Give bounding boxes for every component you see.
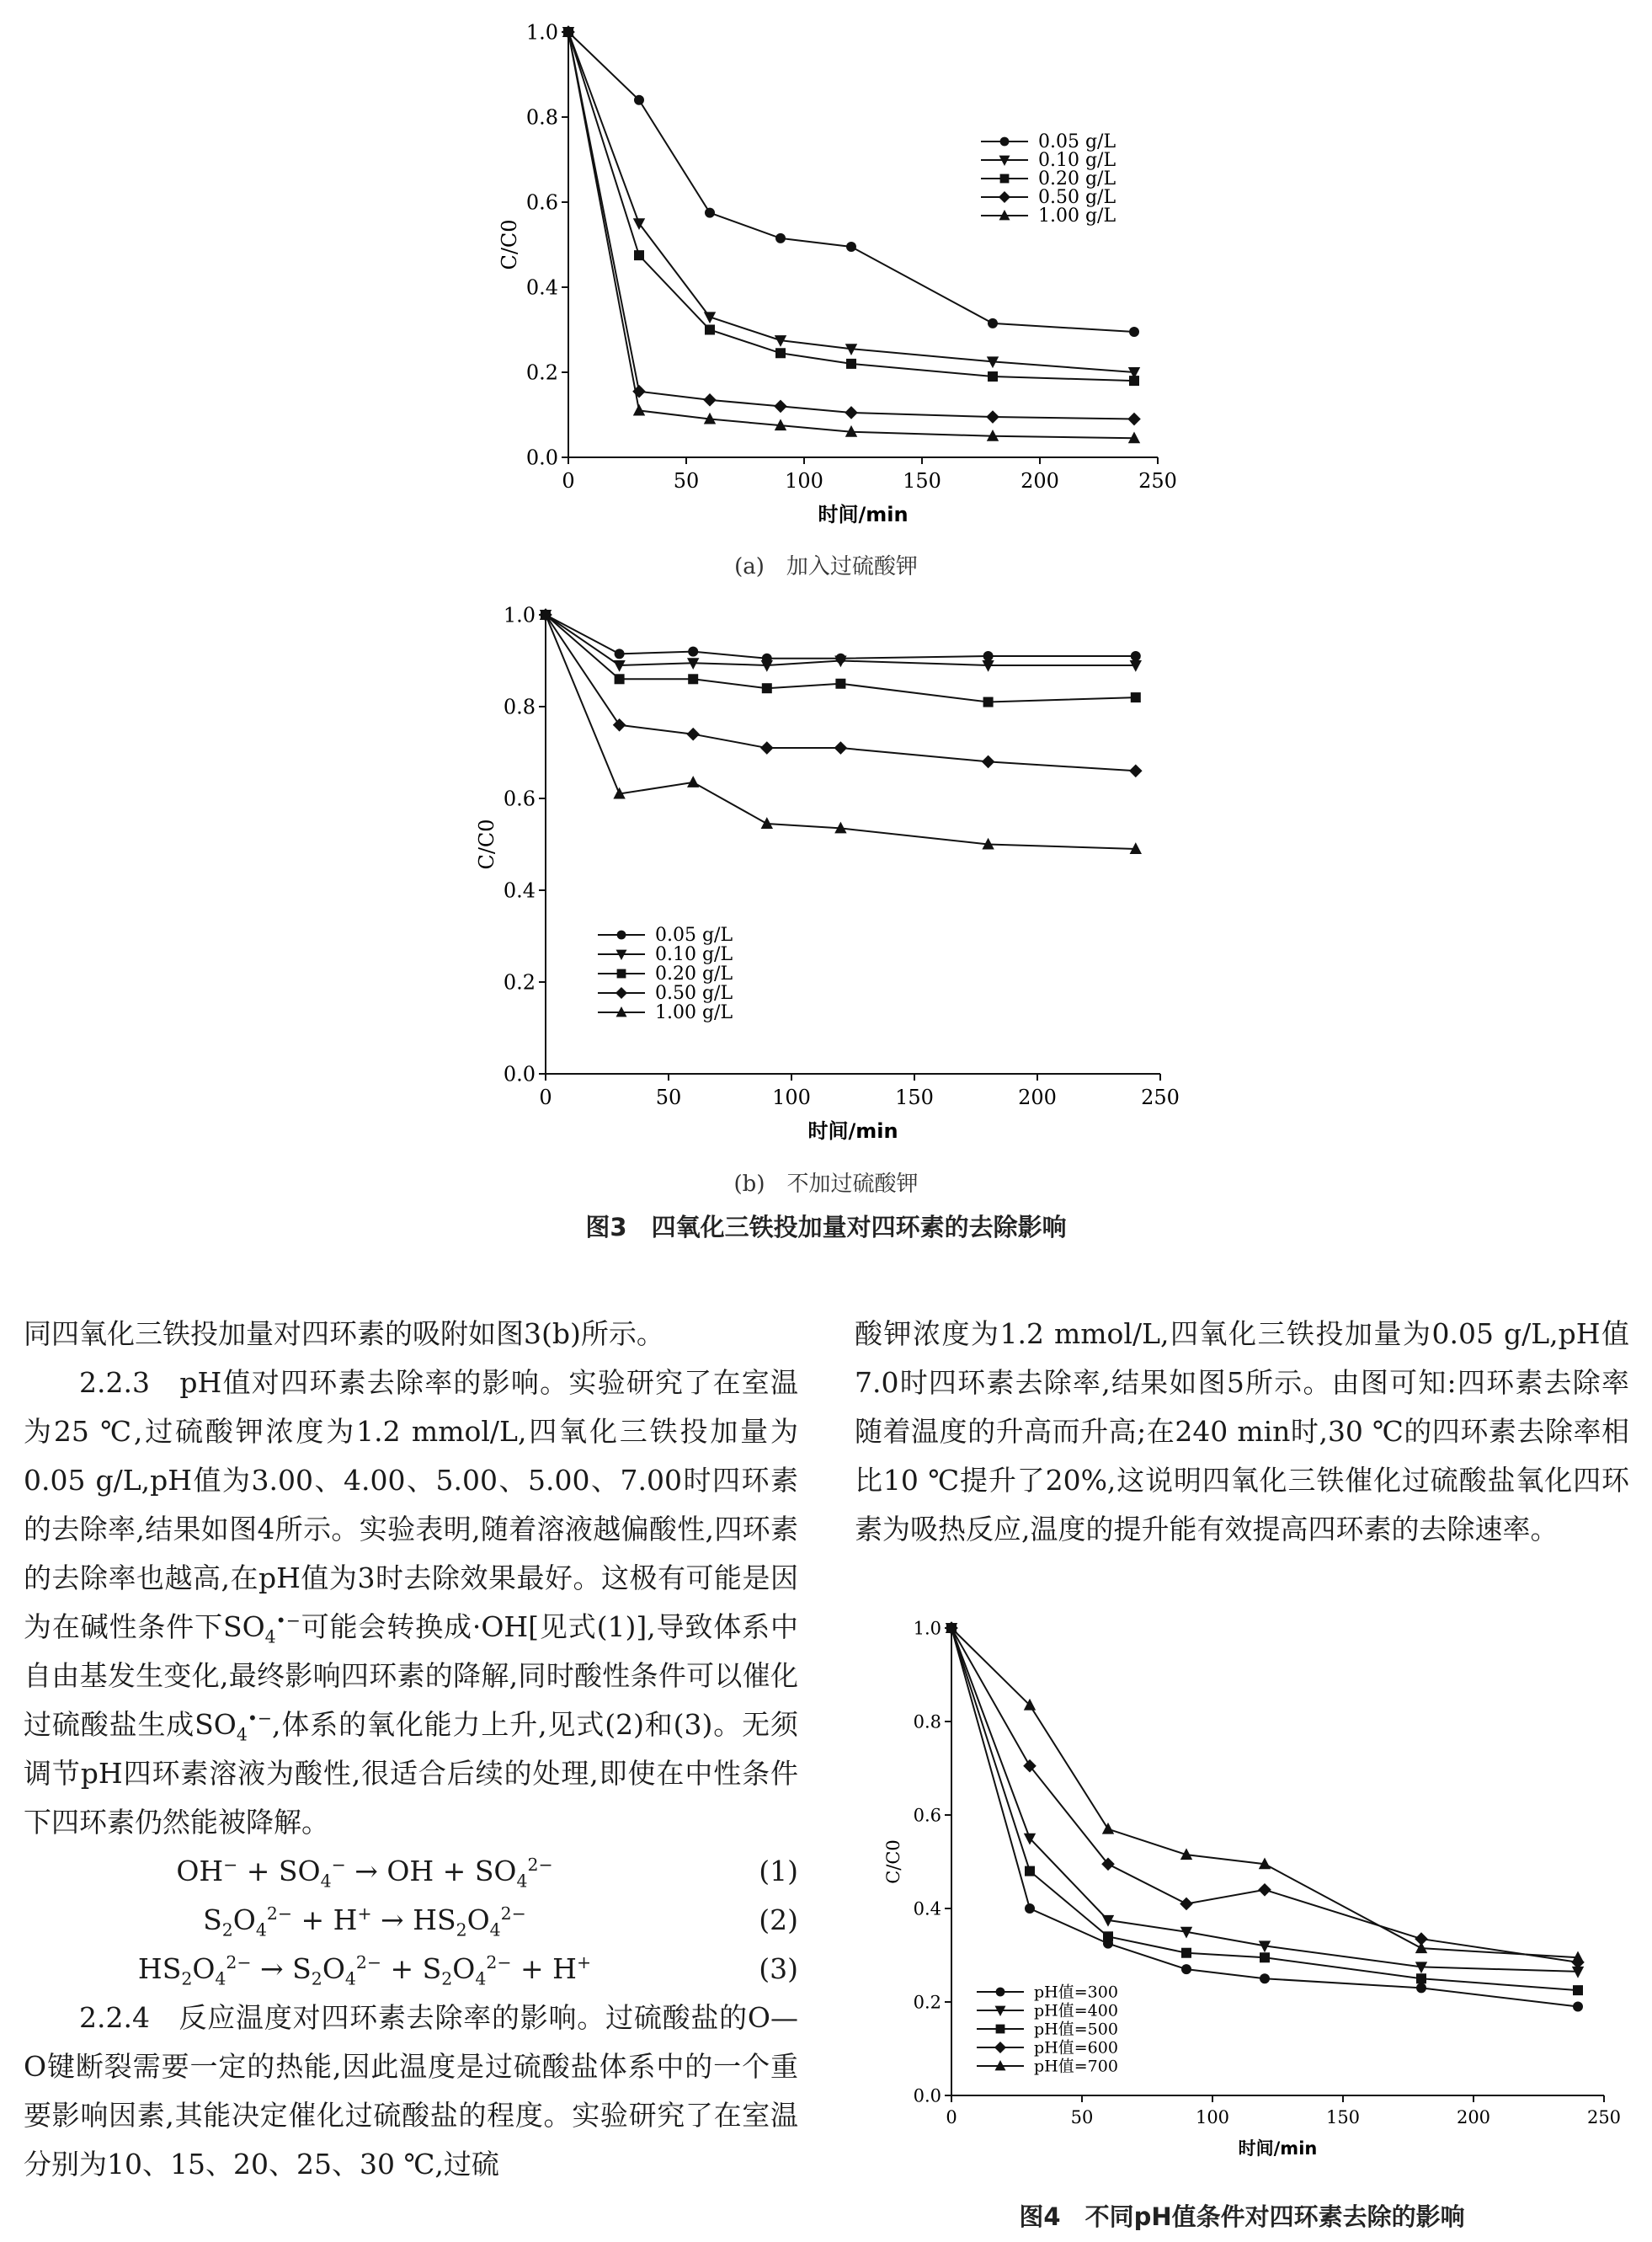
- data-point: [986, 410, 999, 424]
- x-tick-label: 0: [946, 2107, 957, 2127]
- data-point: [845, 406, 858, 419]
- data-point: [983, 651, 994, 661]
- data-point: [615, 674, 625, 684]
- data-point: [835, 679, 845, 689]
- x-tick-label: 150: [1325, 2107, 1361, 2127]
- legend-marker: [617, 969, 626, 979]
- data-point: [633, 404, 645, 416]
- data-point: [1131, 692, 1141, 702]
- y-axis-label: C/C0: [475, 819, 498, 870]
- paragraph-2-2-4: 2.2.4 反应温度对四环素去除率的影响。过硫酸盐的O—O键断裂需要一定的热能,因此温度是过硫酸盐体系中的一个重要影响因素,其能决定催化过硫酸盐的程度。实验研究了在室温分别为10、15、20、25、30 ℃,过硫: [24, 2001, 798, 2181]
- series-line: [568, 32, 1134, 438]
- data-point: [1181, 1964, 1191, 1974]
- x-axis-label: 时间/min: [1238, 2138, 1318, 2159]
- legend-label: pH值=500: [1034, 2020, 1118, 2039]
- equation-3: $HS_2O_4^{2-} \to S_2O_4^{2-} + S_2O_4^{2-} + H^+$ (3): [137, 1952, 798, 1989]
- series-2: [946, 1623, 1583, 1995]
- data-point: [1131, 651, 1141, 661]
- legend-label: 1.00 g/L: [655, 1002, 733, 1024]
- data-point: [1129, 765, 1143, 778]
- legend-label: 0.50 g/L: [655, 983, 733, 1005]
- x-tick-label: 50: [655, 1086, 682, 1109]
- x-tick-label: 100: [1195, 2107, 1230, 2127]
- data-point: [1127, 413, 1141, 426]
- subcaption-b: (b) 不加过硫酸钾: [733, 1172, 919, 1197]
- data-point: [1416, 1983, 1426, 1993]
- legend-marker: [999, 191, 1010, 203]
- y-tick-label: 0.0: [525, 446, 558, 470]
- right-column: [855, 1310, 1629, 1554]
- data-point: [1573, 1985, 1583, 1995]
- figure-3-caption: 图3 四氧化三铁投加量对四环素的去除影响: [585, 1213, 1067, 1241]
- series-line: [546, 615, 1136, 659]
- x-tick-label: 100: [785, 469, 823, 493]
- series-line: [951, 1628, 1578, 1972]
- data-point: [613, 660, 625, 672]
- data-point: [761, 660, 773, 672]
- x-tick-label: 0: [539, 1086, 552, 1109]
- y-axis-label: C/C0: [883, 1839, 903, 1884]
- x-axis-label: 时间/min: [818, 503, 909, 526]
- x-tick-label: 250: [1586, 2107, 1622, 2127]
- series-line: [951, 1628, 1578, 1990]
- data-point: [988, 318, 998, 328]
- data-point: [1025, 1903, 1035, 1914]
- x-tick-label: 100: [772, 1086, 811, 1109]
- x-tick-label: 0: [562, 469, 575, 493]
- y-tick-label: 0.2: [913, 1992, 941, 2013]
- series-line: [546, 615, 1136, 849]
- figure-4: [867, 1613, 1625, 2165]
- equation-1: $OH^- + SO_4^-$ → OH + $SO_4^{2-}$ (1): [176, 1855, 798, 1892]
- data-point: [1102, 1823, 1114, 1834]
- y-tick-label: 0.6: [913, 1805, 941, 1826]
- legend-marker: [616, 987, 627, 999]
- data-point: [688, 674, 698, 684]
- data-point: [1025, 1866, 1035, 1876]
- data-point: [983, 697, 994, 707]
- legend-label: pH值=300: [1034, 1983, 1118, 2002]
- data-point: [634, 250, 644, 260]
- data-point: [634, 95, 644, 105]
- y-tick-label: 0.0: [913, 2085, 941, 2106]
- y-tick-label: 0.4: [913, 1898, 941, 1919]
- data-point: [615, 649, 625, 659]
- series-4: [946, 1621, 1584, 1962]
- data-point: [1181, 1948, 1191, 1958]
- y-tick-label: 0.2: [503, 970, 536, 995]
- data-point: [705, 208, 715, 218]
- data-point: [834, 741, 848, 755]
- y-tick-label: 1.0: [913, 1618, 941, 1639]
- legend-label: pH值=400: [1034, 2001, 1118, 2020]
- data-point: [1415, 1941, 1427, 1953]
- legend-label: pH值=700: [1034, 2057, 1118, 2076]
- x-tick-label: 200: [1018, 1086, 1057, 1109]
- y-tick-label: 1.0: [503, 603, 536, 627]
- data-point: [703, 393, 717, 407]
- y-axis-label: C/C0: [498, 219, 521, 270]
- x-tick-label: 250: [1138, 469, 1177, 493]
- legend-marker: [1000, 174, 1010, 184]
- legend-label: pH值=600: [1034, 2038, 1118, 2058]
- data-point: [1180, 1898, 1193, 1911]
- series-line: [951, 1628, 1578, 1962]
- legend-marker: [996, 2025, 1005, 2034]
- series-4: [540, 608, 1142, 854]
- data-point: [846, 242, 856, 252]
- paragraph-2-2-3: 2.2.3 pH值对四环素去除率的影响。实验研究了在室温为25 ℃,过硫酸钾浓度为1.2 mmol/L,四氧化三铁投加量为0.05 g/L,pH值为3.00、4.00、5.00、5.00、7.00时四环素的去除率,结果如图4所示。实验表明,随着溶液越偏酸性,四环素的去除率也越高,在pH值为3时去除效果最好。这极有可能是因为在碱性条件下$SO_4^{•-}$可能会转换成·OH[见式(1)],导致体系中自由基发生变化,最终影响四环素的降解,同时酸性条件可以催化过硫酸盐生成$SO_4^{•-}$,体系的氧化能力上升,见式(2)和(3)。无须调节pH四环素溶液为酸性,很适合后续的处理,即使在中性条件下四环素仍然能被降解。: [24, 1366, 798, 1839]
- legend-label: 0.20 g/L: [1038, 168, 1116, 190]
- data-point: [762, 683, 772, 693]
- y-tick-label: 0.4: [503, 878, 536, 903]
- legend-label: 0.10 g/L: [1038, 150, 1116, 172]
- figure-3a: [472, 17, 1177, 539]
- series-4: [562, 25, 1140, 443]
- chart-3a: [472, 17, 1177, 539]
- legend-label: 0.10 g/L: [655, 944, 733, 966]
- series-1: [540, 610, 1142, 672]
- legend-marker: [994, 2042, 1006, 2053]
- equation-2: $S_2O_4^{2-} + H^+ \to HS_2O_4^{2-}$ (2): [203, 1903, 798, 1940]
- data-point: [1416, 1973, 1426, 1983]
- y-tick-label: 0.8: [525, 105, 558, 130]
- subcaption-a: (a) 加入过硫酸钾: [734, 554, 918, 579]
- y-tick-label: 0.4: [525, 275, 558, 300]
- data-point: [705, 325, 715, 335]
- paragraph-right: 酸钾浓度为1.2 mmol/L,四氧化三铁投加量为0.05 g/L,pH值7.0时四环素去除率,结果如图5所示。由图可知:四环素去除率随着温度的升高而升高;在240 min时,30 ℃的四环素去除率相比10 ℃提升了20%,这说明四氧化三铁催化过硫酸盐氧化四环素为吸热反应,温度的提升能有效提高四环素的去除速率。: [855, 1317, 1629, 1545]
- legend-marker: [1000, 137, 1010, 147]
- legend-label: 0.05 g/L: [655, 925, 733, 947]
- paragraph-1: 同四氧化三铁投加量对四环素的吸附如图3(b)所示。: [24, 1317, 664, 1350]
- data-point: [761, 817, 773, 829]
- data-point: [774, 400, 787, 414]
- data-point: [1260, 1952, 1270, 1962]
- data-point: [988, 371, 998, 382]
- x-axis-label: 时间/min: [807, 1119, 898, 1143]
- data-point: [1573, 2002, 1583, 2012]
- series-3: [945, 1621, 1585, 1968]
- legend-label: 0.20 g/L: [655, 964, 733, 985]
- data-point: [688, 647, 698, 657]
- x-tick-label: 50: [673, 469, 700, 493]
- y-tick-label: 0.2: [525, 360, 558, 385]
- legend-label: 0.50 g/L: [1038, 187, 1116, 209]
- data-point: [613, 718, 626, 732]
- data-point: [760, 741, 774, 755]
- y-tick-label: 0.6: [503, 787, 536, 811]
- chart-3b: [455, 600, 1196, 1156]
- data-point: [686, 728, 700, 741]
- x-tick-label: 250: [1141, 1086, 1180, 1109]
- data-point: [1129, 376, 1139, 386]
- x-tick-label: 200: [1456, 2107, 1491, 2127]
- y-tick-label: 0.8: [913, 1711, 941, 1732]
- x-tick-label: 150: [895, 1086, 934, 1109]
- legend-label: 0.05 g/L: [1038, 131, 1116, 153]
- legend-marker: [996, 1988, 1005, 1997]
- series-line: [951, 1628, 1578, 1957]
- data-point: [846, 359, 856, 369]
- data-point: [687, 776, 699, 787]
- data-point: [982, 755, 995, 769]
- chart-4: [867, 1613, 1625, 2165]
- x-tick-label: 50: [1070, 2107, 1094, 2127]
- y-tick-label: 0.8: [503, 695, 536, 719]
- data-point: [1103, 1931, 1113, 1941]
- data-point: [775, 348, 786, 358]
- y-tick-label: 1.0: [525, 20, 558, 45]
- series-0: [541, 610, 1141, 664]
- data-point: [775, 233, 786, 243]
- data-point: [1260, 1973, 1270, 1983]
- y-tick-label: 0.0: [503, 1062, 536, 1086]
- x-tick-label: 200: [1021, 469, 1059, 493]
- series-3: [539, 608, 1142, 777]
- series-1: [946, 1623, 1584, 1978]
- x-tick-label: 150: [903, 469, 941, 493]
- legend-label: 1.00 g/L: [1038, 206, 1116, 227]
- left-column: [24, 1310, 798, 2189]
- legend-marker: [617, 931, 626, 940]
- y-tick-label: 0.6: [525, 190, 558, 215]
- figure-3b: [455, 600, 1196, 1156]
- data-point: [1258, 1883, 1271, 1897]
- data-point: [1129, 327, 1139, 337]
- figure-4-caption: 图4 不同pH值条件对四环素去除的影响: [1019, 2202, 1465, 2231]
